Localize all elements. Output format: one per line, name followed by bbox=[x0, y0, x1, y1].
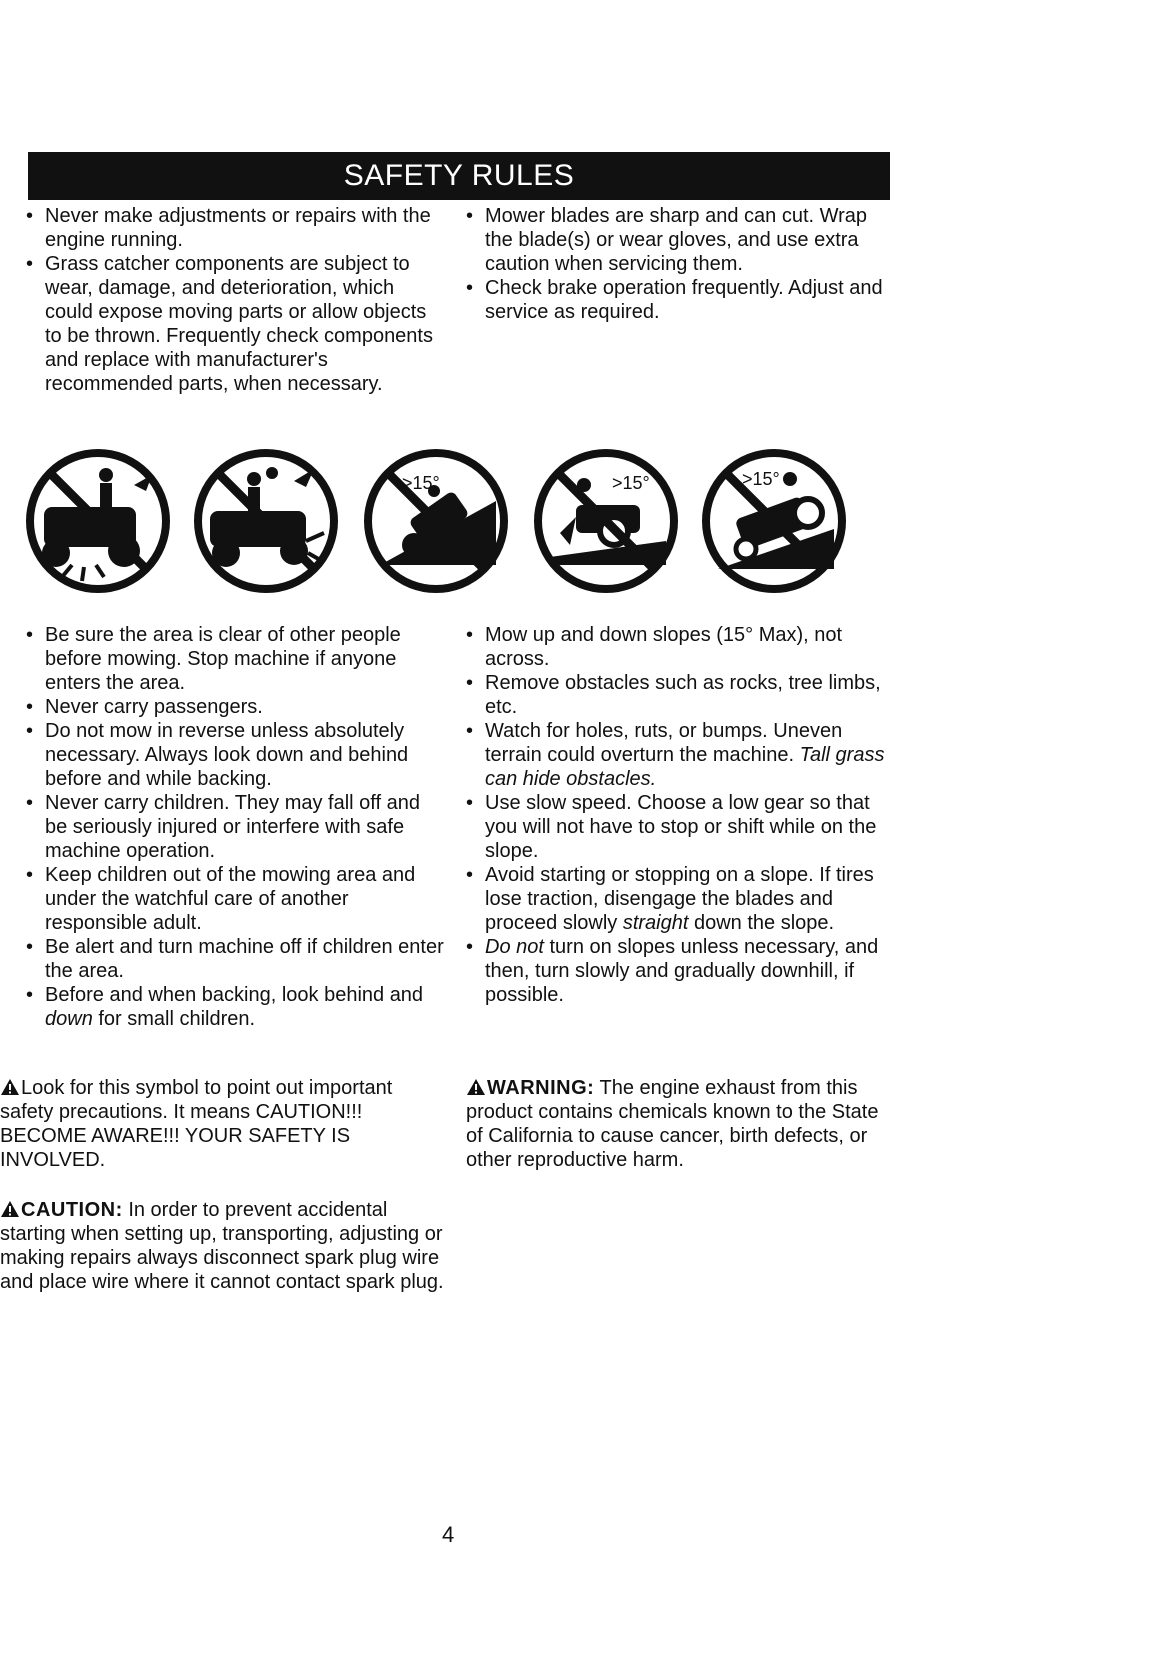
list-item: • Do not mow in reverse unless absolutely necessary. Always look down and behind before and while backing. bbox=[26, 719, 446, 791]
warning-text: The engine exhaust from this product contains chemicals known to the State of California to cause cancer, birth defects, or other reproductive harm. bbox=[466, 1077, 879, 1171]
list-item: • Remove obstacles such as rocks, tree limbs, etc. bbox=[466, 671, 896, 719]
bottom-left-column bbox=[26, 623, 446, 1031]
symbol-note-text: Look for this symbol to point out important safety precautions. It means CAUTION!!! BECOME AWARE!!! YOUR SAFETY IS INVOLVED. bbox=[0, 1077, 393, 1171]
safety-icons-row bbox=[22, 445, 902, 615]
warning-note bbox=[466, 1076, 896, 1172]
caution-label: CAUTION: bbox=[21, 1199, 123, 1221]
list-item bbox=[466, 719, 896, 791]
emphasis-text: straight bbox=[622, 912, 689, 934]
icon-slope-label: >15° bbox=[612, 473, 650, 493]
caution-text: In order to prevent accidental starting when setting up, transporting, adjusting or making repairs always disconnect spark plug wire and place wire where it cannot contact spark plug. bbox=[0, 1199, 444, 1293]
list-item bbox=[466, 935, 896, 1007]
no-steep-slope-icon bbox=[360, 445, 512, 597]
warning-triangle-icon bbox=[0, 1200, 20, 1218]
list-item: • Never carry passengers. bbox=[26, 695, 446, 719]
list-item: • Keep children out of the mowing area and under the watchful care of another responsible adult. bbox=[26, 863, 446, 935]
list-item bbox=[26, 983, 446, 1031]
no-tip-over-icon bbox=[698, 445, 850, 597]
list-item-text: Avoid starting or stopping on a slope. If tires lose traction, disengage the blades and proceed slowly bbox=[485, 864, 874, 934]
list-item: • Mow up and down slopes (15° Max), not across. bbox=[466, 623, 896, 671]
warning-triangle-icon bbox=[0, 1078, 20, 1096]
warning-label: WARNING: bbox=[487, 1077, 595, 1099]
bottom-right-column bbox=[466, 623, 896, 1007]
list-item: • Be sure the area is clear of other people before mowing. Stop machine if anyone enters the area. bbox=[26, 623, 446, 695]
list-item: • Be alert and turn machine off if children enter the area. bbox=[26, 935, 446, 983]
list-item: • Never make adjustments or repairs with the engine running. bbox=[26, 204, 446, 252]
list-item bbox=[466, 863, 896, 935]
icon-slope-label: >15° bbox=[402, 473, 440, 493]
no-passengers-icon bbox=[190, 445, 342, 597]
list-item: • Grass catcher components are subject to wear, damage, and deterioration, which could expose moving parts or allow objects to be thrown. Frequently check components and replace with manufacturer's recommended parts, when necessary. bbox=[26, 252, 446, 396]
list-item-text: for small children. bbox=[92, 1008, 256, 1030]
emphasis-text: Do not bbox=[485, 936, 544, 958]
list-item-text: Before and when backing, look behind and bbox=[45, 984, 424, 1006]
icon-slope-label: >15° bbox=[742, 469, 780, 489]
no-slope-across-icon bbox=[530, 445, 682, 597]
page-number: 4 bbox=[442, 1522, 455, 1547]
emphasis-text: Tall grass can hide obstacles. bbox=[485, 744, 885, 790]
top-left-column bbox=[26, 204, 446, 396]
list-item-text: turn on slopes unless necessary, and then, turn slowly and gradually downhill, if possible. bbox=[485, 936, 879, 1006]
top-right-column bbox=[466, 204, 886, 324]
list-item-text: Watch for holes, ruts, or bumps. Uneven terrain could overturn the machine. bbox=[485, 720, 843, 766]
no-bystanders-icon bbox=[22, 445, 174, 597]
emphasis-text: down bbox=[45, 1008, 93, 1030]
caution-note bbox=[0, 1198, 445, 1294]
safety-rules-banner: SAFETY RULES bbox=[28, 152, 890, 200]
warning-triangle-icon bbox=[466, 1078, 486, 1096]
list-item-text: down the slope. bbox=[688, 912, 835, 934]
list-item: • Mower blades are sharp and can cut. Wrap the blade(s) or wear gloves, and use extra caution when servicing them. bbox=[466, 204, 886, 276]
list-item: • Never carry children. They may fall off and be seriously injured or interfere with safe machine operation. bbox=[26, 791, 446, 863]
list-item: • Check brake operation frequently. Adjust and service as required. bbox=[466, 276, 886, 324]
safety-symbol-note bbox=[0, 1076, 445, 1172]
list-item: • Use slow speed. Choose a low gear so that you will not have to stop or shift while on the slope. bbox=[466, 791, 896, 863]
